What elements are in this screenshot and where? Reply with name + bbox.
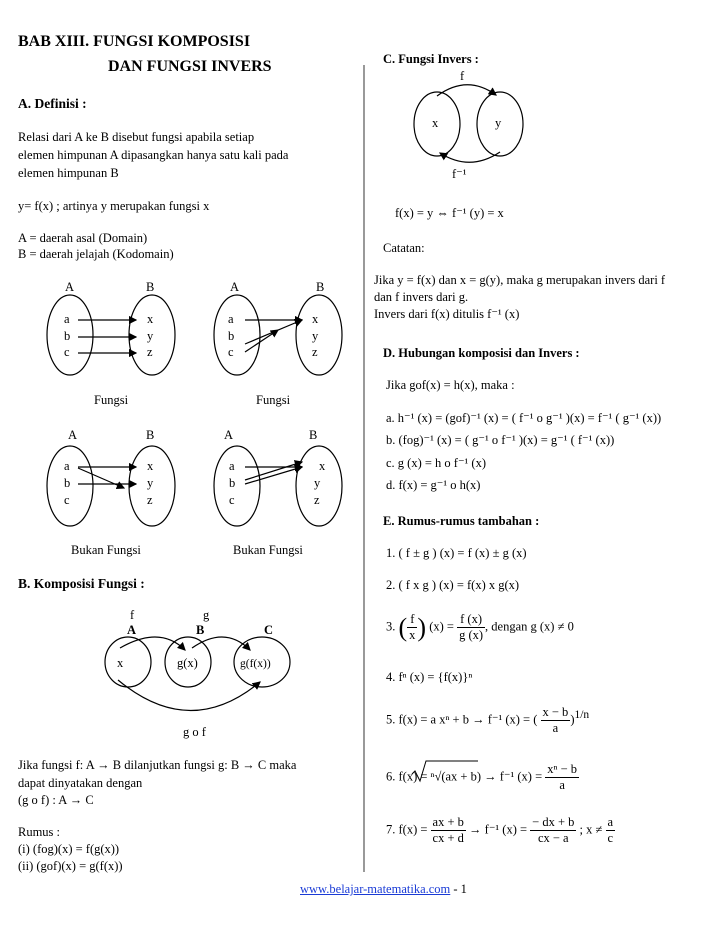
frac-den: cx + d: [432, 831, 464, 845]
frac-num: x − b: [542, 705, 569, 719]
definition-line-1: Relasi dari A ke B disebut fungsi apabila setiap: [18, 130, 255, 144]
element-b: b: [229, 476, 236, 490]
element-c: c: [228, 345, 234, 359]
element-y: y: [147, 476, 154, 490]
set-b-label: B: [196, 623, 205, 637]
set-a-ellipse: [214, 295, 260, 375]
element-a: a: [64, 312, 70, 326]
formula-6: 6. f(x) = ⁿ√(ax + b) → f⁻¹ (x) = $\frac{\text{xⁿ − b}}{a}$: [386, 762, 578, 792]
identity-b: b. (fog)⁻¹ (x) = ( g⁻¹ o f⁻¹ )(x) = g⁻¹ ( f⁻¹ (x)): [386, 433, 615, 447]
composition-gof-label: g o f: [183, 725, 206, 739]
set-c-label: C: [264, 623, 274, 637]
element-x: x: [147, 312, 154, 326]
set-a-label: A: [127, 623, 137, 637]
frac-den: cx − a: [537, 831, 569, 845]
element-x: x: [147, 459, 154, 473]
domain-definition: A = daerah asal (Domain): [18, 231, 148, 245]
element-gfx: g(f(x)): [240, 658, 271, 670]
element-b: b: [64, 329, 71, 343]
caption-fungsi: Fungsi: [94, 393, 129, 407]
element-gx: g(x): [177, 656, 198, 670]
composition-intro: Jika gof(x) = h(x), maka :: [386, 378, 515, 392]
map-finv-label: f⁻¹: [452, 167, 467, 181]
formula-3: 3. ( $\frac{f}{x}$ ) (x) = $\frac{f (x)}{g (x)}$ , dengan g (x) ≠ 0: [386, 612, 574, 643]
element-y: y: [314, 476, 321, 490]
rumus-gof: (ii) (gof)(x) = g(f(x)): [18, 859, 123, 873]
formula-5: 5. f(x) = a xⁿ + b → f⁻¹ (x) = ( $\frac{x - b}{a}$ )$^{1/n}$: [386, 705, 590, 735]
set-a-label: A: [230, 280, 240, 294]
element-x: x: [432, 116, 439, 130]
frac-num: − dx + b: [532, 815, 575, 829]
set-a-label: A: [68, 428, 78, 442]
caption-bukan-fungsi: Bukan Fungsi: [233, 543, 303, 557]
element-y: y: [312, 329, 319, 343]
set-a-label: A: [224, 428, 234, 442]
composition-text-2: dapat dinyatakan dengan: [18, 776, 143, 790]
page-number: - 1: [453, 882, 467, 896]
set-a-label: A: [65, 280, 75, 294]
element-z: z: [314, 493, 320, 507]
identity-c: c. g (x) = h o f⁻¹ (x): [386, 456, 487, 470]
formula-2: 2. ( f x g ) (x) = f(x) x g(x): [386, 578, 520, 592]
frac-num: xⁿ − b: [547, 762, 578, 776]
section-a-heading: A. Definisi :: [18, 96, 87, 111]
caption-fungsi: Fungsi: [256, 393, 291, 407]
set-b-ellipse: [296, 295, 342, 375]
frac-num: f (x): [457, 612, 485, 628]
codomain-definition: B = daerah jelajah (Kodomain): [18, 247, 174, 261]
set-b-label: B: [316, 280, 325, 294]
set-b-label: B: [146, 280, 155, 294]
set-b-label: B: [146, 428, 155, 442]
frac-num: a: [607, 815, 614, 829]
set-a-ellipse: [214, 446, 260, 526]
element-c: c: [64, 493, 70, 507]
element-x: x: [312, 312, 319, 326]
frac-num: f: [407, 612, 417, 628]
identity-a: a. h⁻¹ (x) = (gof)⁻¹ (x) = ( f⁻¹ o g⁻¹ )(x) = f⁻¹ ( g⁻¹ (x)): [386, 411, 662, 425]
element-b: b: [228, 329, 235, 343]
map-f-label: f: [130, 608, 135, 622]
element-x: x: [319, 459, 326, 473]
element-a: a: [229, 459, 235, 473]
element-y: y: [147, 329, 154, 343]
formula-1: 1. ( f ± g ) (x) = f (x) ± g (x): [386, 546, 527, 560]
website-link[interactable]: www.belajar-matematika.com: [300, 882, 451, 896]
definition-line-2: elemen himpunan A dipasangkan hanya satu kali pada: [18, 148, 289, 162]
set-b-label: B: [309, 428, 318, 442]
catatan-label: Catatan:: [383, 241, 425, 255]
footer: [300, 882, 467, 897]
caption-bukan-fungsi: Bukan Fungsi: [71, 543, 141, 557]
frac-num: ax + b: [432, 815, 464, 829]
section-d-heading: D. Hubungan komposisi dan Invers :: [383, 346, 580, 360]
inverse-note-1: Jika y = f(x) dan x = g(y), maka g merupakan invers dari f: [374, 273, 666, 287]
element-a: a: [228, 312, 234, 326]
element-z: z: [147, 345, 153, 359]
element-y: y: [495, 116, 502, 130]
rumus-label: Rumus :: [18, 825, 61, 839]
section-e-heading: E. Rumus-rumus tambahan :: [383, 514, 540, 528]
element-z: z: [147, 493, 153, 507]
element-b: b: [64, 476, 71, 490]
formula-4: 4. fⁿ (x) = {f(x)}ⁿ: [386, 670, 473, 684]
inverse-equation: f(x) = y ⇔ f⁻¹ (y) = x: [395, 206, 504, 220]
map-f-label: f: [460, 69, 465, 83]
inverse-note-2: dan f invers dari g.: [374, 290, 469, 304]
element-c: c: [229, 493, 235, 507]
inverse-note-3: Invers dari f(x) ditulis f⁻¹ (x): [374, 307, 520, 321]
title-line-1: BAB XIII. FUNGSI KOMPOSISI: [18, 33, 251, 50]
definition-line-3: elemen himpunan B: [18, 166, 119, 180]
frac-den: a: [559, 778, 565, 792]
frac-den: c: [607, 831, 614, 845]
frac-den: x: [409, 628, 416, 643]
function-notation: y= f(x) ; artinya y merupakan fungsi x: [18, 199, 210, 213]
map-g-label: g: [203, 608, 210, 622]
identity-d: d. f(x) = g⁻¹ o h(x): [386, 478, 481, 492]
frac-den: g (x): [459, 628, 484, 643]
exponent: 1/n: [574, 709, 590, 722]
element-z: z: [312, 345, 318, 359]
title-line-2: DAN FUNGSI INVERS: [108, 58, 272, 75]
formula-7: 7. f(x) = $\frac{ax + b}{cx + d}$ → f⁻¹ (x) = $\frac{- dx + b}{cx - a}$ ; x ≠ $\frac{a}{c}$: [386, 815, 614, 845]
rumus-fog: (i) (fog)(x) = f(g(x)): [18, 842, 120, 856]
section-b-heading: B. Komposisi Fungsi :: [18, 576, 145, 591]
set-a-ellipse: [105, 637, 151, 687]
section-c-heading: C. Fungsi Invers :: [383, 52, 479, 66]
frac-den: a: [552, 721, 559, 735]
composition-text-1: Jika fungsi f: A → B dilanjutkan fungsi g: B → C maka: [18, 758, 297, 772]
element-a: a: [64, 459, 70, 473]
element-x: x: [117, 656, 124, 670]
composition-text-3: (g o f) : A → C: [18, 793, 94, 807]
element-c: c: [64, 345, 70, 359]
